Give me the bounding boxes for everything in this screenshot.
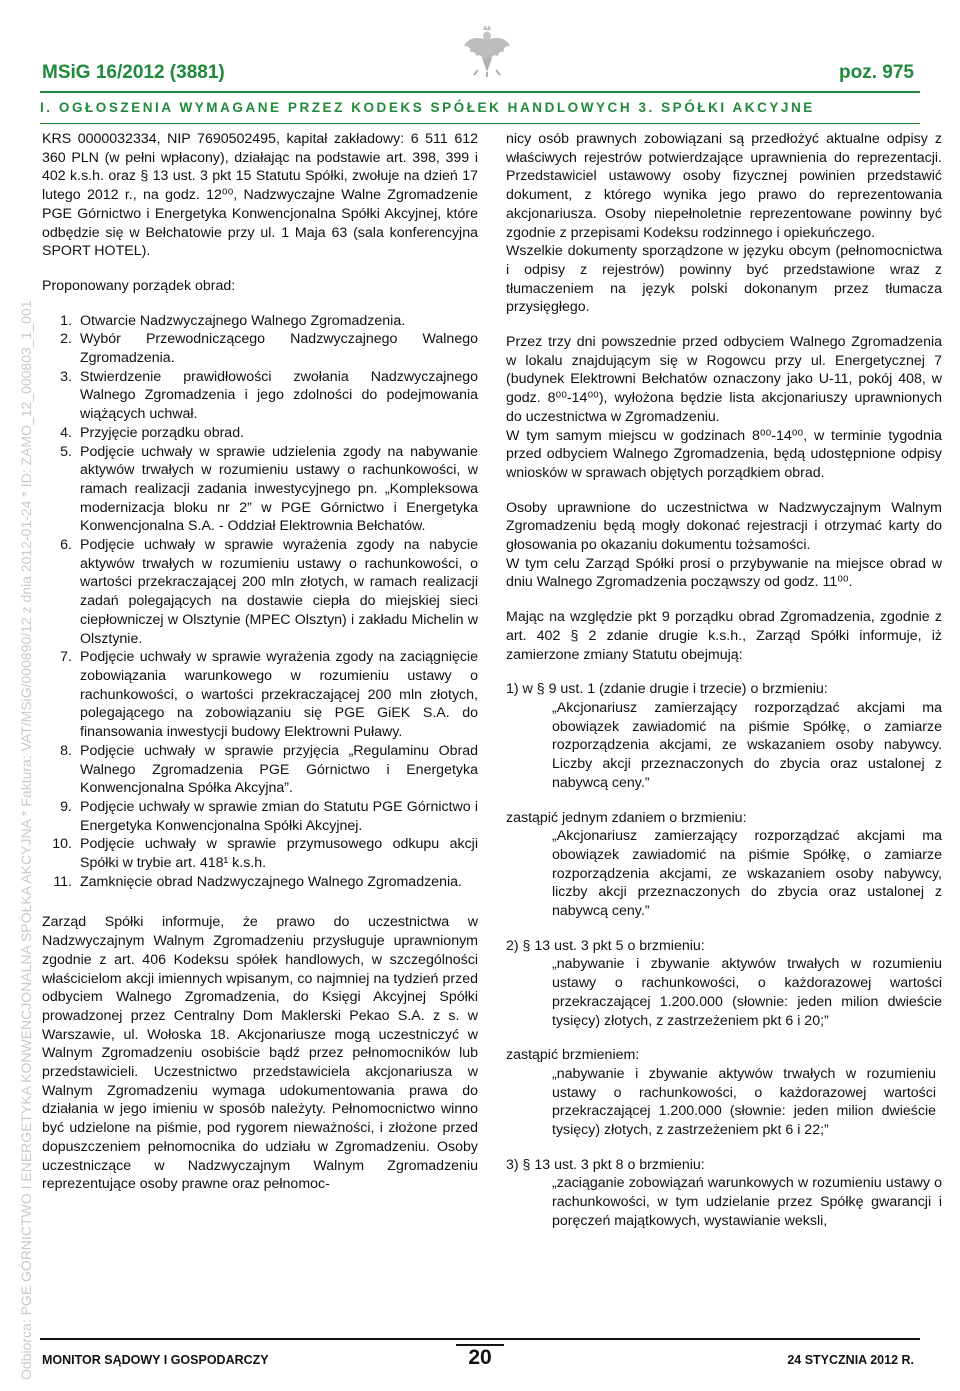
agenda-item: 2. Wybór Przewodniczącego Nadzwyczajnego Walnego Zgromadzenia. <box>60 331 478 367</box>
agenda-item: 6. Podjęcie uchwały w sprawie wyrażenia zgody na nabycie aktywów trwałych w rozumieniu ustawy o rachunkowości, o wartości przekraczającej 200 mln złotych, w ramach realizacji zadań polegających na dostawie ciepła do miejskiej sieci ciepłowniczej w Olsztynie (MPEC Olsztyn) i zakładu Michelin w Olsztynie. <box>60 537 478 647</box>
shareholder-list-paragraph: Przez trzy dni powszednie przed odbyciem Walnego Zgromadzenia w lokalu znajdującym się w Rogowcu przy ul. Energetycznej 7 (budynek Elektrowni Bełchatów oznaczony jako U-11, pokój 408, w godz. 8⁰⁰-14⁰⁰), wyłożona będzie lista akcjonariuszy uprawnionych do uczestnictwa w Zgromadzeniu. <box>506 334 942 425</box>
left-column <box>42 130 478 1194</box>
amendment-1-new-text: „Akcjonariusz zamierzający rozporządzać akcjami ma obowiązek zawiadomić na piśmie Spółkę, o zamiarze rozporządzenia akcjami, ze wskazaniem osoby nabywcy, liczby akcji przeznaczonych do zbycia oraz ustalonej z nabywcą ceny.” <box>552 828 942 920</box>
agenda-item: 1. Otwarcie Nadzwyczajnego Walnego Zgromadzenia. <box>60 312 406 329</box>
amendment-2-new-text: „nabywanie i zbywanie aktywów trwałych w rozumieniu ustawy o rachunkowości, o każdorazowej wartości przekraczającej 1.200.000 (słownie: jeden milion dwieście tysięcy) złotych, z zastrzeżeniem pkt 6 i 22;” <box>552 1065 936 1139</box>
agenda-item: 7. Podjęcie uchwały w sprawie wyrażenia zgody na zaciągnięcie zobowiązania warunkowego w rozumieniu ustawy o rachunkowości, o wartości przekraczającej 200 mln złotych, polegającego na zobowiązaniu się PGE GiEK S.A. do finansowania inwestycji budowy Elektrowni Puławy. <box>60 649 478 741</box>
right-column <box>506 130 942 1231</box>
representation-paragraph: nicy osób prawnych zobowiązani są przedłożyć aktualne odpisy z właściwych rejestrów potwierdzające uprawnienia do reprezentacji. Przedstawiciel ustawowy osoby fizycznej powinien przedstawić dokument, z którego wynika jego prawo do reprezentowania akcjonariusza. Osoby niepełnoletnie reprezentowane powinny być zgodnie z przepisami Kodeksu rodzinnego i opiekuńczego. <box>506 131 942 241</box>
publication-name: MONITOR SĄDOWY I GOSPODARCZY <box>42 1353 269 1367</box>
amendment-3-heading: 3) § 13 ust. 3 pkt 8 o brzmieniu: <box>506 1156 705 1173</box>
footer-rule <box>40 1338 920 1340</box>
notice-intro: KRS 0000032334, NIP 7690502495, kapitał zakładowy: 6 511 612 360 PLN (w pełni wpłacony), działając na podstawie art. 398, 399 i 402 k.s.h. oraz § 13 ust. 3 pkt 15 Statutu Spółki, zwołuje na dzień 17 lutego 2012 r., na godz. 12⁰⁰, Nadzwyczajne Walne Zgromadzenie PGE Górnictwo i Energetyka Konwencjonalna Spółki Akcyjnej, które odbędzie się w Bełchatowie przy ul. 1 Maja 63 (sala konferencyjna SPORT HOTEL). <box>42 131 478 260</box>
agenda-item: 4. Przyjęcie porządku obrad. <box>60 424 245 441</box>
motions-paragraph: W tym samym miejscu w godzinach 8⁰⁰-14⁰⁰, w terminie tygodnia przed odbyciem Walnego Zgromadzenia, będą udostępnione odpisy wniosków w sprawach objętych porządkiem obrad. <box>506 427 942 481</box>
agenda-list <box>42 312 478 892</box>
polish-eagle-emblem-icon <box>462 22 512 78</box>
position-number: poz. 975 <box>839 62 914 83</box>
section-title: I. OGŁOSZENIA WYMAGANE PRZEZ KODEKS SPÓŁEK HANDLOWYCH 3. SPÓŁKI AKCYJNE <box>40 100 815 115</box>
agenda-item: 3. Stwierdzenie prawidłowości zwołania Nadzwyczajnego Walnego Zgromadzenia i jego zdolności do podejmowania wiążących uchwał. <box>60 368 478 423</box>
header-rule <box>40 91 920 93</box>
agenda-item: 9. Podjęcie uchwały w sprawie zmian do Statutu PGE Górnictwo i Energetyka Konwencjonalna Spółki Akcyjnej. <box>60 798 478 834</box>
page-number: 20 <box>456 1344 503 1369</box>
side-watermark: Odbiorca: PGE GÓRNICTWO I ENERGETYKA KONWENCJONALNA SPÓŁKA AKCYJNA * Faktura: VAT/MSiG/000890/12 z dnia 2012-01-24 * ID: ZAMO_12_000803_1_001 <box>18 300 34 1380</box>
agenda-item: 11. Zamknięcie obrad Nadzwyczajnego Walnego Zgromadzenia. <box>53 873 462 890</box>
issue-number: MSiG 16/2012 (3881) <box>42 62 225 83</box>
statute-changes-intro: Mając na względzie pkt 9 porządku obrad Zgromadzenia, zgodnie z art. 402 § 2 zdanie drugie k.s.h., Zarząd Spółki informuje, iż zamierzone zmiany Statutu obejmują: <box>506 609 942 663</box>
agenda-title: Proponowany porządek obrad: <box>42 277 236 294</box>
publication-date: 24 STYCZNIA 2012 R. <box>787 1353 914 1367</box>
amendment-2-replace-label: zastąpić brzmieniem: <box>506 1047 640 1064</box>
agenda-item: 10. Podjęcie uchwały w sprawie przymusowego odkupu akcji Spółki w trybie art. 418¹ k.s.h. <box>52 836 478 872</box>
translation-paragraph: Wszelkie dokumenty sporządzone w języku obcym (pełnomocnictwa i odpisy z rejestrów) powinny być przedstawione wraz z tłumaczeniem na język polski dokonanym przez tłumacza przysięgłego. <box>506 243 942 316</box>
section-rule <box>40 123 920 124</box>
arrival-paragraph: W tym celu Zarząd Spółki prosi o przybywanie na miejsce obrad w dniu Walnego Zgromadzenia począwszy od godz. 11⁰⁰. <box>506 555 942 591</box>
participation-rights-paragraph: Zarząd Spółki informuje, że prawo do uczestnictwa w Nadzwyczajnym Walnym Zgromadzeniu przysługuje uprawnionym zgodnie z art. 406 Kodeksu spółek handlowych, w szczególności właścicielom akcji imiennych wpisanym, co najmniej na tydzień przed odbyciem Walnego Zgromadzenia, do Księgi Akcyjnej Spółki prowadzonej przez Centralny Dom Maklerski Pekao S.A. z s. w Warszawie, ul. Wołoska 18. Akcjonariusze mogą uczestniczyć w Walnym Zgromadzeniu osobiście bądź przez pełnomocników lub przedstawicieli. Uczestnictwo przedstawiciela akcjonariusza w Walnym Zgromadzeniu wymaga udokumentowania prawa do działania w jego imieniu w sposób należyty. Pełnomocnictwo winno być udzielone na piśmie, pod rygorem nieważności, i złożone przed dopuszczeniem pełnomocnika do udziału w Zgromadzeniu. Osoby uczestniczące w Nadzwyczajnym Walnym Zgromadzeniu reprezentujące osoby prawne oraz pełnomoc- <box>42 914 478 1193</box>
agenda-item: 8. Podjęcie uchwały w sprawie przyjęcia „Regulaminu Obrad Walnego Zgromadzenia PGE Górnictwo i Energetyka Konwencjonalna Spółka Akcyjna”. <box>60 742 478 797</box>
amendment-1-heading: 1) w § 9 ust. 1 (zdanie drugie i trzecie) o brzmieniu: <box>506 681 828 698</box>
amendment-1-replace-label: zastąpić jednym zdaniem o brzmieniu: <box>506 809 747 826</box>
amendment-3-old-text: „zaciąganie zobowiązań warunkowych w rozumieniu ustawy o rachunkowości, w tym udzielanie przez Spółkę gwarancji i poręczeń majątkowych, wystawianie weksli, <box>552 1175 942 1229</box>
registration-paragraph: Osoby uprawnione do uczestnictwa w Nadzwyczajnym Walnym Zgromadzeniu będą mogły dokonać rejestracji i otrzymać karty do głosowania po okazaniu dokumentu tożsamości. <box>506 499 942 554</box>
amendment-2-old-text: „nabywanie i zbywanie aktywów trwałych w rozumieniu ustawy o rachunkowości, o każdorazowej wartości przekraczającej 1.200.000 (słownie: jeden milion dwieście tysięcy) złotych, z zastrzeżeniem pkt 6 i 20;” <box>552 956 942 1029</box>
amendment-2-heading: 2) § 13 ust. 3 pkt 5 o brzmieniu: <box>506 937 705 954</box>
agenda-item: 5. Podjęcie uchwały w sprawie udzielenia zgody na nabywanie aktywów trwałych w rozumieniu ustawy o rachunkowości, w ramach realizacji zadania inwestycyjnego pn. „Kompleksowa modernizacja bloku nr 2” w PGE Górnictwo i Energetyka Konwencjonalna S.A. - Oddział Elektrownia Bełchatów. <box>60 443 478 535</box>
amendment-1-old-text: „Akcjonariusz zamierzający rozporządzać akcjami ma obowiązek zawiadomić na piśmie Spółkę, o zamiarze rozporządzenia akcjami, ze wskazaniem osoby nabywcy. Liczby akcji przeznaczonych do zbycia oraz ustalonej z nabywcą ceny.” <box>552 699 942 791</box>
